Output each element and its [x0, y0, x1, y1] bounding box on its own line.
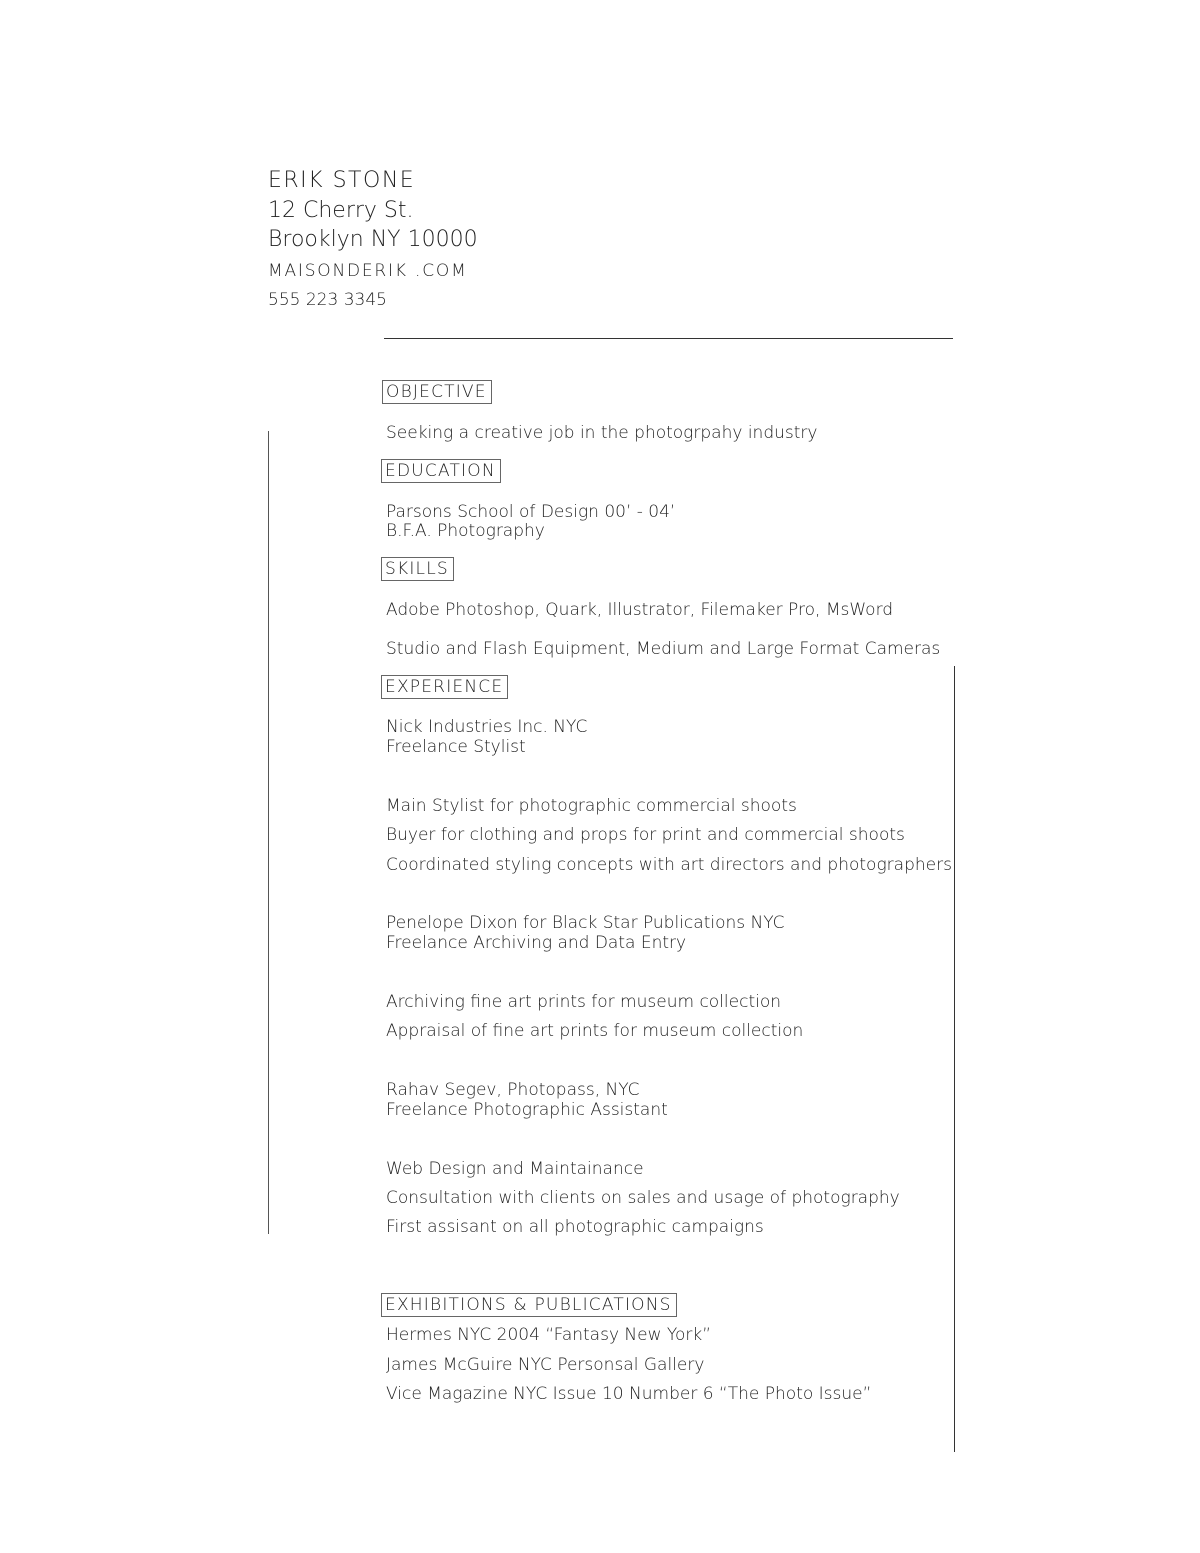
exhibition-item: James McGuire NYC Personsal Gallery — [386, 1355, 705, 1375]
skills-item: Adobe Photoshop, Quark, Illustrator, Filemaker Pro, MsWord — [386, 600, 894, 620]
exhibitions-heading: EXHIBITIONS & PUBLICATIONS — [381, 1293, 677, 1317]
phone-number: 555 223 3345 — [268, 290, 387, 310]
address-street: 12 Cherry St. — [268, 198, 414, 223]
job-employer: Penelope Dixon for Black Star Publications NYC — [386, 913, 785, 933]
job-duty: Consultation with clients on sales and usage of photography — [386, 1188, 900, 1208]
job-role: Freelance Archiving and Data Entry — [386, 933, 687, 953]
education-degree: B.F.A. Photography — [386, 521, 545, 541]
resume-name: ERIK STONE — [268, 168, 416, 193]
skills-item: Studio and Flash Equipment, Medium and Large Format Cameras — [386, 639, 941, 659]
job-duty: First assisant on all photographic campaigns — [386, 1217, 764, 1237]
objective-heading: OBJECTIVE — [382, 380, 492, 404]
job-duty: Coordinated styling concepts with art directors and photographers — [386, 855, 952, 875]
education-heading: EDUCATION — [381, 459, 501, 483]
job-duty: Archiving fine art prints for museum collection — [386, 992, 782, 1012]
exhibition-item: Hermes NYC 2004 “Fantasy New York” — [386, 1325, 712, 1345]
skills-heading: SKILLS — [381, 557, 454, 581]
job-duty: Main Stylist for photographic commercial shoots — [386, 796, 797, 816]
right-vertical-rule — [954, 666, 955, 1452]
job-role: Freelance Stylist — [386, 737, 526, 757]
education-school: Parsons School of Design 00’ - 04’ — [386, 502, 676, 522]
header-divider — [384, 338, 953, 339]
job-employer: Nick Industries Inc. NYC — [386, 717, 588, 737]
experience-heading: EXPERIENCE — [381, 675, 508, 699]
job-role: Freelance Photographic Assistant — [386, 1100, 668, 1120]
job-duty: Web Design and Maintainance — [386, 1159, 644, 1179]
job-duty: Buyer for clothing and props for print and commercial shoots — [386, 825, 905, 845]
job-duty: Appraisal of fine art prints for museum collection — [386, 1021, 804, 1041]
job-employer: Rahav Segev, Photopass, NYC — [386, 1080, 640, 1100]
left-vertical-rule — [268, 431, 269, 1234]
objective-text: Seeking a creative job in the photogrpahy industry — [386, 423, 818, 443]
address-city: Brooklyn NY 10000 — [268, 227, 478, 252]
website: MAISONDERIK .COM — [268, 261, 468, 281]
exhibition-item: Vice Magazine NYC Issue 10 Number 6 “The Photo Issue” — [386, 1384, 872, 1404]
